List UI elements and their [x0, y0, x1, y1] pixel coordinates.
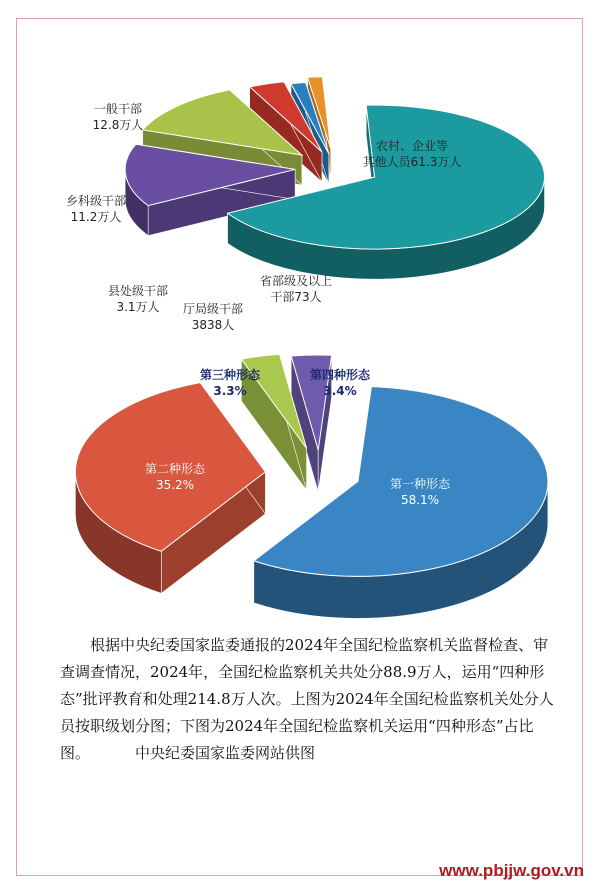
chart1-label-4-value: 3.1万人: [116, 300, 160, 314]
chart1-label-4-name: 县处级干部: [107, 284, 169, 298]
chart1-label-5-name: 厅局级干部: [182, 302, 244, 316]
chart1-label-1-value: 其他人员61.3万人: [362, 155, 462, 169]
chart1-label-5-value: 3838人: [191, 318, 235, 332]
caption: [60, 632, 560, 767]
chart-rank-distribution: [0, 0, 600, 345]
chart2-label-1-name: 第一种形态: [389, 477, 451, 491]
chart1-label-1-name: 农村、企业等: [375, 139, 449, 153]
chart2-label-2-name: 第二种形态: [144, 462, 206, 476]
caption-credit: 中央纪委国家监委网站供图: [135, 744, 316, 762]
chart1-label-3-name: 乡科级干部: [65, 194, 127, 208]
chart1-label-3-value: 11.2万人: [70, 210, 122, 224]
chart2-label-3-value: 3.3%: [213, 384, 247, 398]
chart2-label-4-value: 3.4%: [323, 384, 357, 398]
chart1-label-6-name: 省部级及以上: [259, 274, 333, 288]
chart1-label-6-value: 干部73人: [270, 290, 322, 304]
chart2-label-4-name: 第四种形态: [309, 368, 371, 382]
watermark: www.pbjjw.gov.vn: [439, 861, 584, 880]
chart2-label-3-name: 第三种形态: [199, 368, 261, 382]
chart-four-forms: [0, 345, 600, 630]
chart2-label-1-value: 58.1%: [400, 493, 440, 507]
chart2-label-2-value: 35.2%: [155, 478, 195, 492]
chart1-label-2-value: 12.8万人: [92, 118, 144, 132]
caption-text: 根据中央纪委国家监委通报的2024年全国纪检监察机关监督检查、审查调查情况，2024年，全国纪检监察机关共处分88.9万人，运用“四种形态”批评教育和处理214.8万人次。上图为2024年全国纪检监察机关处分人员按职级划分图；下图为2024年全国纪检监察机关运用“四种形态”占比图。: [60, 636, 554, 762]
chart1-label-2-name: 一般干部: [93, 102, 143, 116]
